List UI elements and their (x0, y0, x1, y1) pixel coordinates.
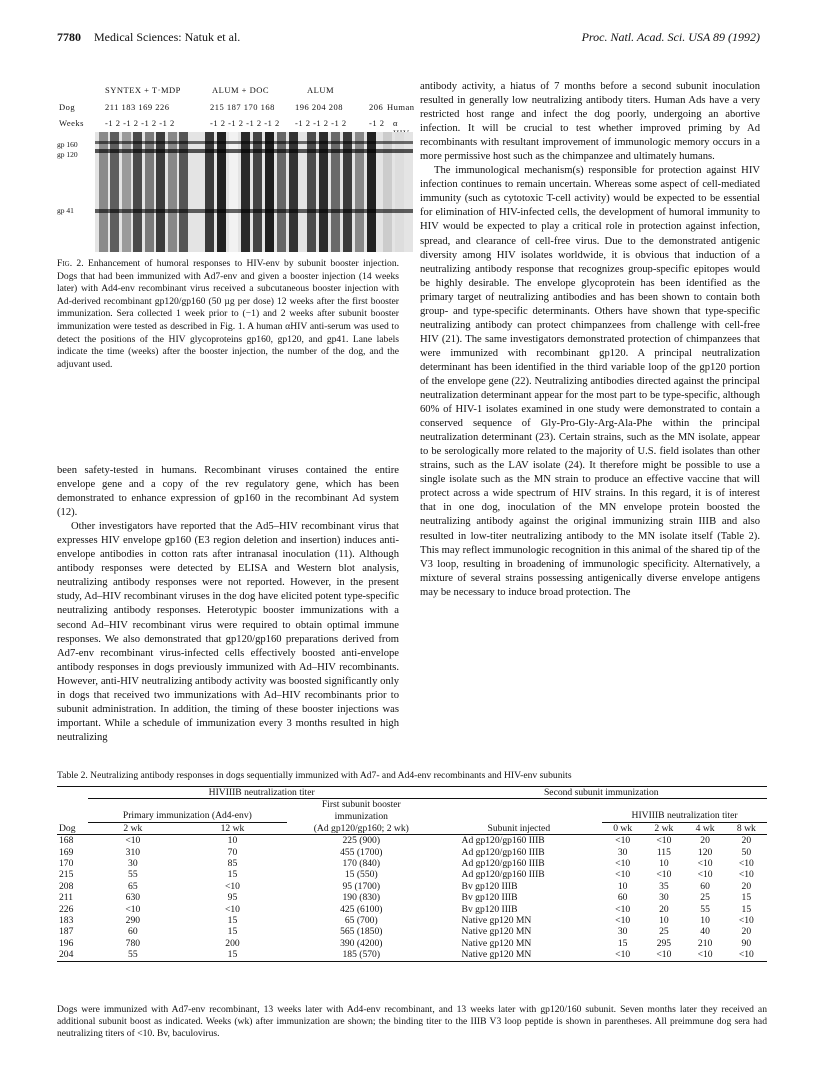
table-row: 226 <10 <10 425 (6100) Bv gp120 IIIB <10 20 55 15 (59, 903, 752, 915)
adjuvant-label-syntex: SYNTEX + T·MDP (105, 85, 181, 95)
header-primary-immunization: Primary immunization (Ad4-env) (88, 799, 287, 822)
header-first-booster: First subunit booster immunization (321, 799, 401, 822)
table-row: 183 290 15 65 (700) Native gp120 MN <10 10 10 <10 (59, 914, 754, 926)
dog-group-4: 206 (369, 102, 384, 112)
table-row: 169 310 70 455 (1700) Ad gp120/gp160 IIIB 30 115 120 50 (59, 846, 752, 858)
table-row: 196 780 200 390 (4200) Native gp120 MN 15 295 210 90 (59, 937, 752, 949)
col-8wk: 8 wk (726, 822, 767, 834)
table-row: 208 65 <10 95 (1700) Bv gp120 IIIB 10 35 60 20 (59, 880, 752, 892)
human-label: Human (387, 102, 415, 112)
table-title: Neutralizing antibody responses in dogs sequentially immunized with Ad7- and Ad4-env recombinants and HIV-env subunits (90, 770, 572, 781)
running-header-right: Proc. Natl. Acad. Sci. USA 89 (1992) (581, 30, 760, 44)
table-row: 215 55 15 15 (550) Ad gp120/gp160 IIIB <10 <10 <10 <10 (59, 869, 754, 881)
figure-label: Fig. 2. (57, 258, 84, 269)
col-booster-detail: (Ad gp120/gp160; 2 wk) (287, 822, 436, 834)
weeks-group-3: -1 2 -1 2 -1 2 (295, 118, 347, 128)
table-body (57, 835, 767, 961)
human-anti-hiv-label: α (393, 118, 398, 128)
table-label: Table 2. (57, 770, 88, 781)
table-row: 170 30 85 170 (840) Ad gp120/gp160 IIIB <10 10 <10 <10 (59, 857, 754, 869)
dog-group-2: 215 187 170 168 (210, 102, 275, 112)
page-number: 7780 (57, 30, 81, 44)
header-second-titer: HIVIIIB neutralization titer (602, 799, 767, 822)
adjuvant-label-alum-doc: ALUM + DOC (212, 85, 270, 95)
group-header-titer: HIVIIIB neutralization titer (88, 787, 436, 799)
weeks-row-label: Weeks (59, 118, 84, 128)
col-12wk: 12 wk (178, 822, 287, 834)
table-caption (57, 770, 767, 781)
dog-group-1: 211 183 169 226 (105, 102, 170, 112)
table-2 (57, 786, 767, 962)
table-row: 211 630 95 190 (830) Bv gp120 IIIB 60 30 25 15 (59, 892, 752, 904)
col-2wk: 2 wk (88, 822, 178, 834)
col-subunit: Subunit injected (436, 822, 603, 834)
col-dog: Dog (57, 822, 88, 834)
journal-section: Medical Sciences: Natuk et al. (94, 30, 241, 44)
adjuvant-label-alum: ALUM (307, 85, 335, 95)
figure-caption (57, 258, 399, 371)
marker-gp120: gp 120 (57, 150, 78, 159)
left-paragraph-1: been safety-tested in humans. Recombinant viruses contained the entire envelope gene and a copy of the rev regulatory gene, which has been demonstrated to enhance expression of gp160 in the recombinant Ad system (12). (57, 465, 399, 519)
weeks-group-2: -1 2 -1 2 -1 2 -1 2 (210, 118, 280, 128)
dog-group-3: 196 204 208 (295, 102, 343, 112)
weeks-group-1: -1 2 -1 2 -1 2 -1 2 (105, 118, 175, 128)
figure-caption-text: Enhancement of humoral responses to HIV-env by subunit booster injection. Dogs that had been immunized with Ad7-env and given a booster injection (14 weeks later) with Ad4-env recombinant virus received a subcutaneous booster injection with Ad-derived recombinant gp120/gp160 (50 µg per dose) 12 weeks after the first booster immunization. Sera collected 1 week prior to (−1) and 2 weeks after subunit booster immunization were tested as described in Fig. 1. A human αHIV anti-serum was used to detect the positions of the HIV glycoproteins gp160, gp120, and gp41. Lane labels indicate the time (weeks) after the booster injection, the number of the dog, and the adjuvant used. (57, 258, 400, 370)
col-0wk: 0 wk (602, 822, 643, 834)
table-footnote: Dogs were immunized with Ad7-env recombinant, 13 weeks later with Ad4-env recombinant, and 13 weeks later with gp120/160 subunit. Seven months later they received an additional subunit boost as indicated. Weeks (wk) after immunization are shown; the binding titer to the IIIB V3 loop peptide is shown in parentheses. All preimmune dog sera had neutralizing titers of <10. Bv, baculovirus. (57, 1004, 767, 1040)
col-4wk: 4 wk (684, 822, 725, 834)
right-paragraph-2: The immunological mechanism(s) responsible for protection against HIV infection continues to remain uncertain. Whereas some aspect of cell-mediated immunity (such as cytotoxic T-cell activity) would be expected to be essential for elimination of HIV-infected cells, the development of humoral immunity to HIV would be expected to play a critical role in protection against infection, spread, and clearance of cell-free virus. Due to the demonstrated antigenic diversity among HIV isolates worldwide, it is obvious that induction of a neutralizing antibody response that recognizes group-specific epitopes would be highly desirable. The envelope glycoprotein has been identified as the primary target of neutralizing antibodies and has been shown to contain both group- and type-specific determinants. Others have shown that type-specific neutralizing antibody can protect chimpanzees from challenge with cell-free HIV (21). The same investigators demonstrated protection of chimpanzees that were immunized with recombinant gp120. A principal neutralization determinant has been identified in the third variable loop of the gp120 portion of the envelope gene (22). Neutralizing antibodies directed against the principal neutralization determinant appear for the most part to be type-specific, although 60% of HIV-1 isolates examined in one study were demonstrated to contain a conserved sequence of Gly-Pro-Gly-Arg-Ala-Phe within the principal neutralization determinant (23). Certain strains, such as the MN isolate, appear to be serologically more related to the majority of U.S. field isolates than other strains, such as the LAV isolate (24). It therefore might be possible to use a single isolate such as the MN strain to produce an effective vaccine that will protect across a wide spectrum of HIV strains. In this regard, it is of interest that in one dog, inoculation of the MN envelope protein boosted the neutralizing antibody against the original immunizing strain IIIB and also resulted in low-titer neutralizing antibody to the MN isolate itself (Table 2). This may reflect immunologic recognition in this animal of the shared tip of the V3 loop, resulting in broadening of immunologic specificity. Alternatively, a mixture of several strains possessing antigenically diverse envelope antigens may be necessary to induce broad protection. The (420, 165, 760, 598)
col-2wk-second: 2 wk (643, 822, 684, 834)
left-column (57, 464, 399, 745)
blot-image (95, 132, 413, 252)
marker-gp41: gp 41 (57, 206, 74, 215)
figure-2-blot (57, 82, 417, 252)
right-paragraph-1: antibody activity, a hiatus of 7 months before a second subunit inoculation resulted in generally low neutralizing antibody titers. Human Ads have a very restricted host range and infect the dog poorly, undergoing an abortive infection. It will be crucial to test whether improved priming by Ad recombinants with resultant improvement of immunologic memory occurs in a more permissive host such as the chimpanzee and ultimately humans. (420, 81, 760, 163)
weeks-group-4: -1 2 (369, 118, 385, 128)
table-row: 204 55 15 185 (570) Native gp120 MN <10 <10 <10 <10 (57, 949, 767, 961)
table-row: 187 60 15 565 (1850) Native gp120 MN 30 25 40 20 (59, 926, 752, 938)
left-paragraph-2: Other investigators have reported that the Ad5–HIV recombinant virus that expresses HIV envelope gp160 (E3 region deletion and insertion) induces anti-envelope antibodies in cotton rats after intranasal inoculation (11). Although antibody responses were detected by ELISA and Western blot analysis, neutralizing antibody responses were not reported. However, in the present study, Ad–HIV recombinant viruses in the dog have elicited potent type-specific neutralizing antibody responses. Heterotypic booster immunizations with a second Ad–HIV recombinant virus were required to obtain optimal immune responses. We also demonstrated that gp120/gp160 preparations derived from Ad7-env recombinant virus-infected cells effectively boosted anti-envelope antibody responses in dogs previously immunized with Ad–HIV recombinants. However, anti-HIV neutralizing antibody activity was boosted significantly only in dogs that received two immunizations with Ad–HIV recombinants prior to subunit administration. In addition, the timing of these booster injections was important. While a schedule of immunization every 3 months resulted in high neutralizing (57, 521, 399, 743)
running-header-left (57, 30, 240, 45)
marker-gp160: gp 160 (57, 140, 78, 149)
right-column (420, 80, 760, 600)
table-row: 168 <10 10 225 (900) Ad gp120/gp160 IIIB <10 <10 20 20 (59, 835, 752, 847)
dog-row-label: Dog (59, 102, 76, 112)
group-header-second-subunit: Second subunit immunization (436, 787, 767, 799)
